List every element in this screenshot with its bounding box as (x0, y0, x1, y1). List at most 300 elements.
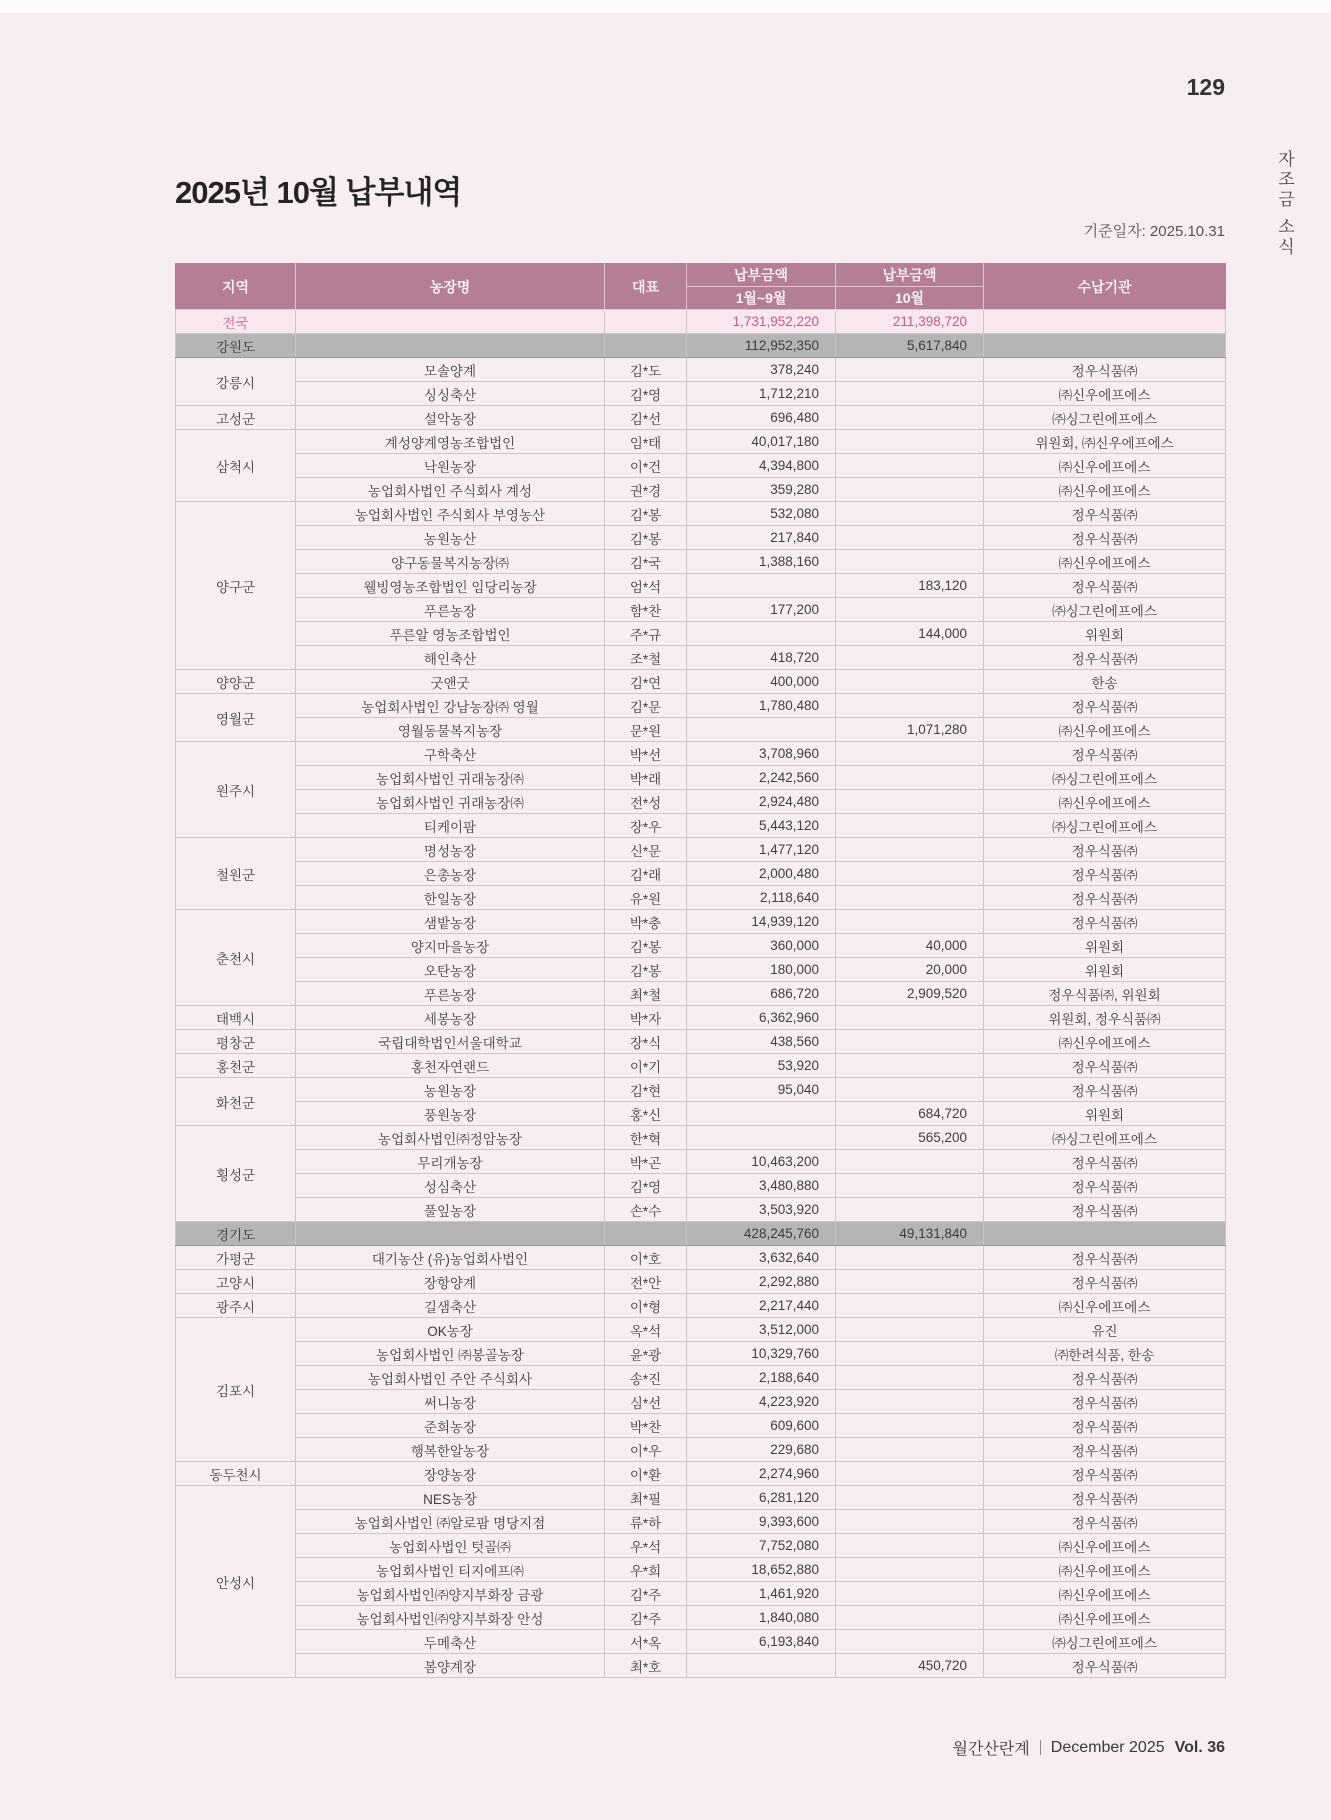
amount-oct-cell (836, 1510, 984, 1534)
rep-cell: 박*래 (605, 766, 687, 790)
amount-jan-sep-cell: 418,720 (687, 646, 836, 670)
rep-cell: 김*도 (605, 358, 687, 382)
agency-cell: 정우식품㈜ (984, 838, 1226, 862)
amount-oct-cell (836, 1270, 984, 1294)
agency-cell: 위원회, 정우식품㈜ (984, 1006, 1226, 1030)
farm-cell: 양구동물복지농장㈜ (296, 550, 605, 574)
rep-cell: 이*환 (605, 1462, 687, 1486)
page-title: 2025년 10월 납부내역 (175, 174, 462, 210)
rep-cell: 장*우 (605, 814, 687, 838)
agency-cell: 정우식품㈜ (984, 1150, 1226, 1174)
amount-oct-cell (836, 814, 984, 838)
rep-cell: 이*건 (605, 454, 687, 478)
rep-cell: 최*호 (605, 1654, 687, 1678)
amount-jan-sep-cell: 1,840,080 (687, 1606, 836, 1630)
farm-cell: 장항양계 (296, 1270, 605, 1294)
agency-cell: ㈜싱그린에프에스 (984, 814, 1226, 838)
region-cell: 양양군 (176, 670, 296, 694)
amount-oct-cell (836, 1486, 984, 1510)
province-row (176, 334, 1226, 358)
province-row (176, 1222, 1226, 1246)
amount-jan-sep-cell: 1,388,160 (687, 550, 836, 574)
agency-cell: ㈜신우에프에스 (984, 790, 1226, 814)
amount-oct-cell (836, 1150, 984, 1174)
region-cell: 춘천시 (176, 910, 296, 1006)
agency-cell: ㈜신우에프에스 (984, 454, 1226, 478)
amount-oct-cell (836, 1390, 984, 1414)
farm-cell: NES농장 (296, 1486, 605, 1510)
farm-cell: 웰빙영농조합법인 임당리농장 (296, 574, 605, 598)
agency-cell: 정우식품㈜ (984, 502, 1226, 526)
amount-jan-sep-cell (687, 1654, 836, 1678)
total-row (176, 310, 1226, 334)
region-cell: 광주시 (176, 1294, 296, 1318)
agency-cell: 정우식품㈜ (984, 1390, 1226, 1414)
rep-cell (605, 334, 687, 358)
rep-cell: 윤*광 (605, 1342, 687, 1366)
amount-oct-cell (836, 502, 984, 526)
farm-cell: 준희농장 (296, 1414, 605, 1438)
table-row (176, 478, 1226, 502)
table-header (176, 264, 1226, 310)
farm-cell: 장양농장 (296, 1462, 605, 1486)
amount-jan-sep-cell: 95,040 (687, 1078, 836, 1102)
amount-jan-sep-cell: 359,280 (687, 478, 836, 502)
page-footer (952, 1736, 1225, 1759)
farm-cell: 풍원농장 (296, 1102, 605, 1126)
table-row (176, 1294, 1226, 1318)
table-row (176, 550, 1226, 574)
region-cell: 전국 (176, 310, 296, 334)
amount-oct-cell: 183,120 (836, 574, 984, 598)
agency-cell: ㈜한려식품, 한송 (984, 1342, 1226, 1366)
amount-oct-cell (836, 1006, 984, 1030)
agency-cell: ㈜신우에프에스 (984, 1534, 1226, 1558)
agency-cell: ㈜신우에프에스 (984, 382, 1226, 406)
rep-cell: 김*주 (605, 1606, 687, 1630)
amount-jan-sep-cell: 2,000,480 (687, 862, 836, 886)
rep-cell: 홍*신 (605, 1102, 687, 1126)
amount-oct-cell: 5,617,840 (836, 334, 984, 358)
amount-jan-sep-cell (687, 718, 836, 742)
amount-oct-cell (836, 454, 984, 478)
amount-jan-sep-cell: 3,480,880 (687, 1174, 836, 1198)
amount-oct-cell (836, 1246, 984, 1270)
amount-oct-cell: 144,000 (836, 622, 984, 646)
amount-jan-sep-cell: 1,731,952,220 (687, 310, 836, 334)
agency-cell: 정우식품㈜ (984, 526, 1226, 550)
farm-cell: 푸른농장 (296, 598, 605, 622)
farm-cell: 농업회사법인 티지에프㈜ (296, 1558, 605, 1582)
table-row (176, 934, 1226, 958)
agency-cell: 위원회 (984, 622, 1226, 646)
amount-jan-sep-cell: 3,632,640 (687, 1246, 836, 1270)
amount-jan-sep-cell: 2,924,480 (687, 790, 836, 814)
farm-cell: 농업회사법인 주식회사 부영농산 (296, 502, 605, 526)
amount-oct-cell (836, 358, 984, 382)
table-row (176, 1462, 1226, 1486)
region-cell: 강릉시 (176, 358, 296, 406)
table-row (176, 790, 1226, 814)
rep-cell (605, 310, 687, 334)
amount-oct-cell (836, 862, 984, 886)
table-row (176, 1174, 1226, 1198)
rep-cell: 박*자 (605, 1006, 687, 1030)
header-region: 지역 (176, 264, 296, 310)
amount-oct-cell (836, 1606, 984, 1630)
table-row (176, 1654, 1226, 1678)
rep-cell: 한*혁 (605, 1126, 687, 1150)
table-row (176, 694, 1226, 718)
farm-cell: 농원농산 (296, 526, 605, 550)
farm-cell: 성심축산 (296, 1174, 605, 1198)
agency-cell: 정우식품㈜ (984, 1054, 1226, 1078)
rep-cell: 류*하 (605, 1510, 687, 1534)
agency-cell: 정우식품㈜ (984, 1174, 1226, 1198)
table-row (176, 718, 1226, 742)
payments-table-wrapper (175, 263, 1226, 1678)
table-row (176, 1126, 1226, 1150)
amount-oct-cell: 49,131,840 (836, 1222, 984, 1246)
rep-cell: 손*수 (605, 1198, 687, 1222)
agency-cell: 정우식품㈜ (984, 1510, 1226, 1534)
farm-cell: 농업회사법인 주식회사 계성 (296, 478, 605, 502)
header-farm: 농장명 (296, 264, 605, 310)
footer-divider (1040, 1740, 1041, 1755)
table-row (176, 622, 1226, 646)
amount-jan-sep-cell: 112,952,350 (687, 334, 836, 358)
amount-jan-sep-cell: 6,281,120 (687, 1486, 836, 1510)
amount-oct-cell (836, 1534, 984, 1558)
amount-jan-sep-cell: 3,708,960 (687, 742, 836, 766)
table-row (176, 814, 1226, 838)
table-row (176, 1558, 1226, 1582)
amount-jan-sep-cell: 18,652,880 (687, 1558, 836, 1582)
table-row (176, 1006, 1226, 1030)
farm-cell (296, 1222, 605, 1246)
amount-oct-cell (836, 1462, 984, 1486)
farm-cell: 봄양계장 (296, 1654, 605, 1678)
amount-oct-cell (836, 1174, 984, 1198)
reference-date: 기준일자: 2025.10.31 (1083, 223, 1225, 240)
rep-cell: 주*규 (605, 622, 687, 646)
agency-cell: 위원회 (984, 934, 1226, 958)
farm-cell: 국립대학법인서울대학교 (296, 1030, 605, 1054)
rep-cell: 송*진 (605, 1366, 687, 1390)
amount-jan-sep-cell: 2,188,640 (687, 1366, 836, 1390)
table-row (176, 766, 1226, 790)
table-row (176, 1318, 1226, 1342)
farm-cell: 써니농장 (296, 1390, 605, 1414)
amount-oct-cell (836, 1318, 984, 1342)
farm-cell: 설악농장 (296, 406, 605, 430)
rep-cell: 김*연 (605, 670, 687, 694)
table-row (176, 1630, 1226, 1654)
amount-jan-sep-cell: 428,245,760 (687, 1222, 836, 1246)
table-row (176, 838, 1226, 862)
farm-cell: 농업회사법인㈜정암농장 (296, 1126, 605, 1150)
rep-cell: 임*태 (605, 430, 687, 454)
region-cell: 강원도 (176, 334, 296, 358)
agency-cell: 정우식품㈜ (984, 358, 1226, 382)
agency-cell: 정우식품㈜ (984, 1462, 1226, 1486)
rep-cell: 김*선 (605, 406, 687, 430)
rep-cell: 김*봉 (605, 958, 687, 982)
table-row (176, 1534, 1226, 1558)
amount-jan-sep-cell: 3,503,920 (687, 1198, 836, 1222)
table-row (176, 1366, 1226, 1390)
rep-cell: 김*봉 (605, 526, 687, 550)
agency-cell: ㈜신우에프에스 (984, 1294, 1226, 1318)
agency-cell: 한송 (984, 670, 1226, 694)
farm-cell: 농원농장 (296, 1078, 605, 1102)
table-row (176, 1102, 1226, 1126)
rep-cell: 이*우 (605, 1438, 687, 1462)
rep-cell: 유*원 (605, 886, 687, 910)
rep-cell: 김*국 (605, 550, 687, 574)
amount-oct-cell (836, 694, 984, 718)
farm-cell: 세봉농장 (296, 1006, 605, 1030)
region-cell: 횡성군 (176, 1126, 296, 1222)
agency-cell: 정우식품㈜ (984, 1246, 1226, 1270)
table-row (176, 382, 1226, 406)
agency-cell: ㈜신우에프에스 (984, 478, 1226, 502)
amount-jan-sep-cell: 9,393,600 (687, 1510, 836, 1534)
agency-cell: 정우식품㈜, 위원회 (984, 982, 1226, 1006)
farm-cell: 양지마을농장 (296, 934, 605, 958)
table-row (176, 1486, 1226, 1510)
table-row (176, 958, 1226, 982)
table-row (176, 1198, 1226, 1222)
amount-jan-sep-cell (687, 1102, 836, 1126)
amount-jan-sep-cell: 10,329,760 (687, 1342, 836, 1366)
rep-cell: 김*문 (605, 694, 687, 718)
region-cell: 경기도 (176, 1222, 296, 1246)
page-number: 129 (1186, 74, 1225, 100)
amount-oct-cell (836, 742, 984, 766)
region-cell: 동두천시 (176, 1462, 296, 1486)
section-side-label: 자조금 소식 (1275, 150, 1294, 258)
agency-cell: 정우식품㈜ (984, 574, 1226, 598)
amount-jan-sep-cell: 686,720 (687, 982, 836, 1006)
farm-cell: 홍천자연랜드 (296, 1054, 605, 1078)
farm-cell: 계성양계영농조합법인 (296, 430, 605, 454)
rep-cell: 최*필 (605, 1486, 687, 1510)
amount-oct-cell (836, 526, 984, 550)
agency-cell: 정우식품㈜ (984, 1654, 1226, 1678)
rep-cell: 엄*석 (605, 574, 687, 598)
farm-cell: 농업회사법인 귀래농장㈜ (296, 766, 605, 790)
table-row (176, 1054, 1226, 1078)
amount-jan-sep-cell: 2,217,440 (687, 1294, 836, 1318)
amount-jan-sep-cell: 2,274,960 (687, 1462, 836, 1486)
region-cell: 가평군 (176, 1246, 296, 1270)
amount-oct-cell (836, 646, 984, 670)
table-row (176, 1606, 1226, 1630)
agency-cell: 정우식품㈜ (984, 910, 1226, 934)
page-top-strip (0, 0, 1331, 13)
amount-jan-sep-cell: 6,193,840 (687, 1630, 836, 1654)
table-row (176, 862, 1226, 886)
rep-cell: 서*옥 (605, 1630, 687, 1654)
table-row (176, 1246, 1226, 1270)
table-row (176, 1342, 1226, 1366)
amount-jan-sep-cell: 609,600 (687, 1414, 836, 1438)
table-row (176, 1078, 1226, 1102)
rep-cell: 옥*석 (605, 1318, 687, 1342)
region-cell: 홍천군 (176, 1054, 296, 1078)
amount-jan-sep-cell: 6,362,960 (687, 1006, 836, 1030)
amount-jan-sep-cell (687, 1126, 836, 1150)
farm-cell: 구학축산 (296, 742, 605, 766)
agency-cell: 정우식품㈜ (984, 1414, 1226, 1438)
table-row (176, 1582, 1226, 1606)
table-row (176, 454, 1226, 478)
agency-cell: ㈜신우에프에스 (984, 1558, 1226, 1582)
table-row (176, 910, 1226, 934)
amount-jan-sep-cell: 2,118,640 (687, 886, 836, 910)
amount-oct-cell (836, 766, 984, 790)
footer-magazine-name: 월간산란계 (952, 1741, 1030, 1758)
amount-oct-cell (836, 550, 984, 574)
farm-cell: 싱싱축산 (296, 382, 605, 406)
table-row (176, 1414, 1226, 1438)
amount-jan-sep-cell: 40,017,180 (687, 430, 836, 454)
table-row (176, 646, 1226, 670)
region-cell: 양구군 (176, 502, 296, 670)
table-row (176, 598, 1226, 622)
rep-cell: 권*경 (605, 478, 687, 502)
agency-cell: 정우식품㈜ (984, 646, 1226, 670)
agency-cell: 정우식품㈜ (984, 1198, 1226, 1222)
table-row (176, 1390, 1226, 1414)
amount-oct-cell (836, 430, 984, 454)
farm-cell: 길샘축산 (296, 1294, 605, 1318)
agency-cell: ㈜신우에프에스 (984, 1582, 1226, 1606)
farm-cell: 농업회사법인㈜양지부화장 안성 (296, 1606, 605, 1630)
table-row (176, 1438, 1226, 1462)
farm-cell: 푸른농장 (296, 982, 605, 1006)
rep-cell: 김*봉 (605, 502, 687, 526)
agency-cell (984, 310, 1226, 334)
rep-cell: 장*식 (605, 1030, 687, 1054)
farm-cell: 농업회사법인 주안 주식회사 (296, 1366, 605, 1390)
amount-jan-sep-cell (687, 622, 836, 646)
table-row (176, 574, 1226, 598)
farm-cell: 오탄농장 (296, 958, 605, 982)
amount-oct-cell: 1,071,280 (836, 718, 984, 742)
farm-cell: 은총농장 (296, 862, 605, 886)
agency-cell: 정우식품㈜ (984, 1438, 1226, 1462)
agency-cell: 정우식품㈜ (984, 886, 1226, 910)
amount-jan-sep-cell: 177,200 (687, 598, 836, 622)
amount-jan-sep-cell: 1,780,480 (687, 694, 836, 718)
region-cell: 고성군 (176, 406, 296, 430)
amount-oct-cell: 565,200 (836, 1126, 984, 1150)
farm-cell (296, 334, 605, 358)
header-period-oct: 10월 (836, 287, 984, 310)
rep-cell: 조*철 (605, 646, 687, 670)
amount-oct-cell: 40,000 (836, 934, 984, 958)
farm-cell (296, 310, 605, 334)
agency-cell: ㈜싱그린에프에스 (984, 1630, 1226, 1654)
farm-cell: OK농장 (296, 1318, 605, 1342)
rep-cell: 심*선 (605, 1390, 687, 1414)
farm-cell: 풀잎농장 (296, 1198, 605, 1222)
rep-cell: 김*영 (605, 1174, 687, 1198)
amount-oct-cell (836, 382, 984, 406)
farm-cell: 농업회사법인 귀래농장㈜ (296, 790, 605, 814)
amount-oct-cell: 211,398,720 (836, 310, 984, 334)
amount-oct-cell: 2,909,520 (836, 982, 984, 1006)
amount-oct-cell (836, 1558, 984, 1582)
region-cell: 김포시 (176, 1318, 296, 1462)
farm-cell: 영월동물복지농장 (296, 718, 605, 742)
agency-cell: ㈜싱그린에프에스 (984, 406, 1226, 430)
agency-cell: ㈜신우에프에스 (984, 1030, 1226, 1054)
farm-cell: 한일농장 (296, 886, 605, 910)
amount-oct-cell (836, 1198, 984, 1222)
region-cell: 영월군 (176, 694, 296, 742)
table-row (176, 982, 1226, 1006)
region-cell: 태백시 (176, 1006, 296, 1030)
table-body (176, 310, 1226, 1678)
agency-cell: ㈜신우에프에스 (984, 550, 1226, 574)
table-row (176, 358, 1226, 382)
farm-cell: 농업회사법인 ㈜알로팜 명당지점 (296, 1510, 605, 1534)
farm-cell: 농업회사법인 강남농장㈜ 영월 (296, 694, 605, 718)
farm-cell: 농업회사법인 텃골㈜ (296, 1534, 605, 1558)
table-row (176, 406, 1226, 430)
table-row (176, 526, 1226, 550)
amount-jan-sep-cell: 4,223,920 (687, 1390, 836, 1414)
agency-cell: ㈜싱그린에프에스 (984, 598, 1226, 622)
amount-jan-sep-cell (687, 574, 836, 598)
payments-table (175, 263, 1226, 1678)
table-row (176, 886, 1226, 910)
amount-jan-sep-cell: 10,463,200 (687, 1150, 836, 1174)
amount-jan-sep-cell: 5,443,120 (687, 814, 836, 838)
rep-cell: 박*곤 (605, 1150, 687, 1174)
farm-cell: 무리개농장 (296, 1150, 605, 1174)
rep-cell: 이*기 (605, 1054, 687, 1078)
amount-jan-sep-cell: 4,394,800 (687, 454, 836, 478)
table-row (176, 1030, 1226, 1054)
amount-oct-cell: 20,000 (836, 958, 984, 982)
agency-cell: 정우식품㈜ (984, 1366, 1226, 1390)
amount-jan-sep-cell: 1,477,120 (687, 838, 836, 862)
amount-jan-sep-cell: 360,000 (687, 934, 836, 958)
amount-oct-cell (836, 1078, 984, 1102)
header-agency: 수납기관 (984, 264, 1226, 310)
agency-cell (984, 1222, 1226, 1246)
amount-jan-sep-cell: 1,712,210 (687, 382, 836, 406)
amount-jan-sep-cell: 2,242,560 (687, 766, 836, 790)
region-cell: 평창군 (176, 1030, 296, 1054)
table-row (176, 670, 1226, 694)
header-amount-oct: 납부금액 (836, 264, 984, 287)
amount-jan-sep-cell: 2,292,880 (687, 1270, 836, 1294)
amount-jan-sep-cell: 180,000 (687, 958, 836, 982)
rep-cell: 우*석 (605, 1534, 687, 1558)
agency-cell: ㈜싱그린에프에스 (984, 1126, 1226, 1150)
agency-cell: 위원회, ㈜신우에프에스 (984, 430, 1226, 454)
rep-cell: 이*호 (605, 1246, 687, 1270)
amount-oct-cell (836, 1342, 984, 1366)
amount-jan-sep-cell: 229,680 (687, 1438, 836, 1462)
table-row (176, 1150, 1226, 1174)
region-cell: 안성시 (176, 1486, 296, 1678)
